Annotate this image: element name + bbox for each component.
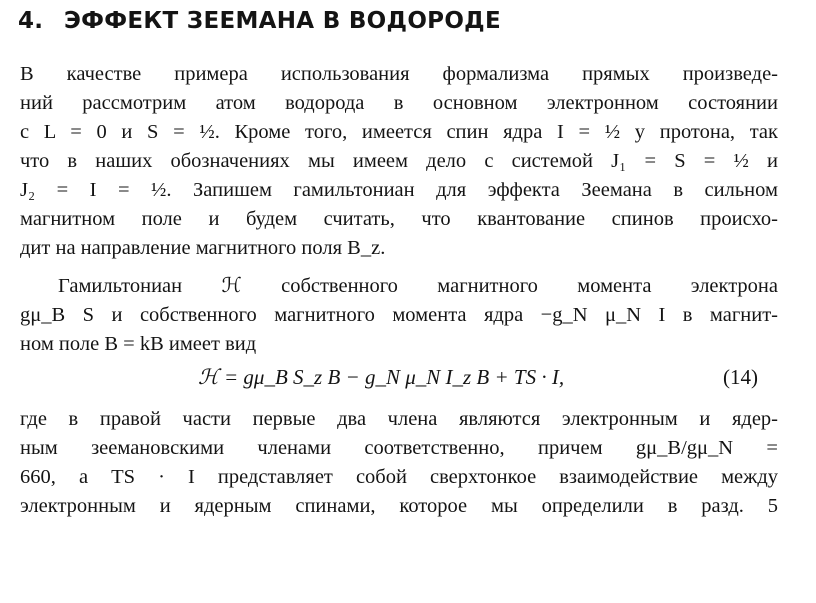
text-line: магнитном поле и будем считать, что квантование спинов происхо-	[20, 208, 778, 230]
paragraph-hamiltonian	[20, 272, 778, 359]
section-number: 4.	[18, 8, 44, 34]
text-line: ном поле B = kB имеет вид	[20, 333, 257, 355]
equation-number: (14)	[723, 365, 758, 389]
text-line: Гамильтониан ℋ собственного магнитного момента электрона	[58, 275, 778, 297]
equation-14	[0, 365, 816, 395]
text-line: что в наших обозначениях мы имеем дело с системой J₁ = S = ½ и	[20, 150, 778, 172]
text-line: ний рассмотрим атом водорода в основном электронном состоянии	[20, 92, 778, 114]
text-line: ным зеемановскими членами соответственно, причем gμ_B/gμ_N =	[20, 437, 778, 459]
text-line: дит на направление магнитного поля B_z.	[20, 237, 386, 259]
text-line: В качестве примера использования формализма прямых произведе-	[20, 63, 778, 85]
equation-formula: ℋ = gμ_B S_z B − g_N μ_N I_z B + TS · I,	[198, 365, 565, 389]
text-line: gμ_B S и собственного магнитного момента ядра −g_N μ_N I в магнит-	[20, 304, 778, 326]
paragraph-explanation	[20, 405, 778, 521]
text-line: где в правой части первые два члена являются электронным и ядер-	[20, 408, 778, 430]
section-title: ЭФФЕКТ ЗЕЕМАНА В ВОДОРОДЕ	[64, 8, 501, 34]
text-line: J₂ = I = ½. Запишем гамильтониан для эффекта Зеемана в сильном	[20, 179, 778, 201]
text-line: с L = 0 и S = ½. Кроме того, имеется спин ядра I = ½ у протона, так	[20, 121, 778, 143]
text-line: 660, а TS · I представляет собой сверхтонкое взаимодействие между	[20, 466, 778, 488]
text-line: электронным и ядерным спинами, которое мы определили в разд. 5	[20, 495, 778, 517]
section-heading	[18, 8, 501, 34]
paragraph-intro	[20, 60, 778, 263]
